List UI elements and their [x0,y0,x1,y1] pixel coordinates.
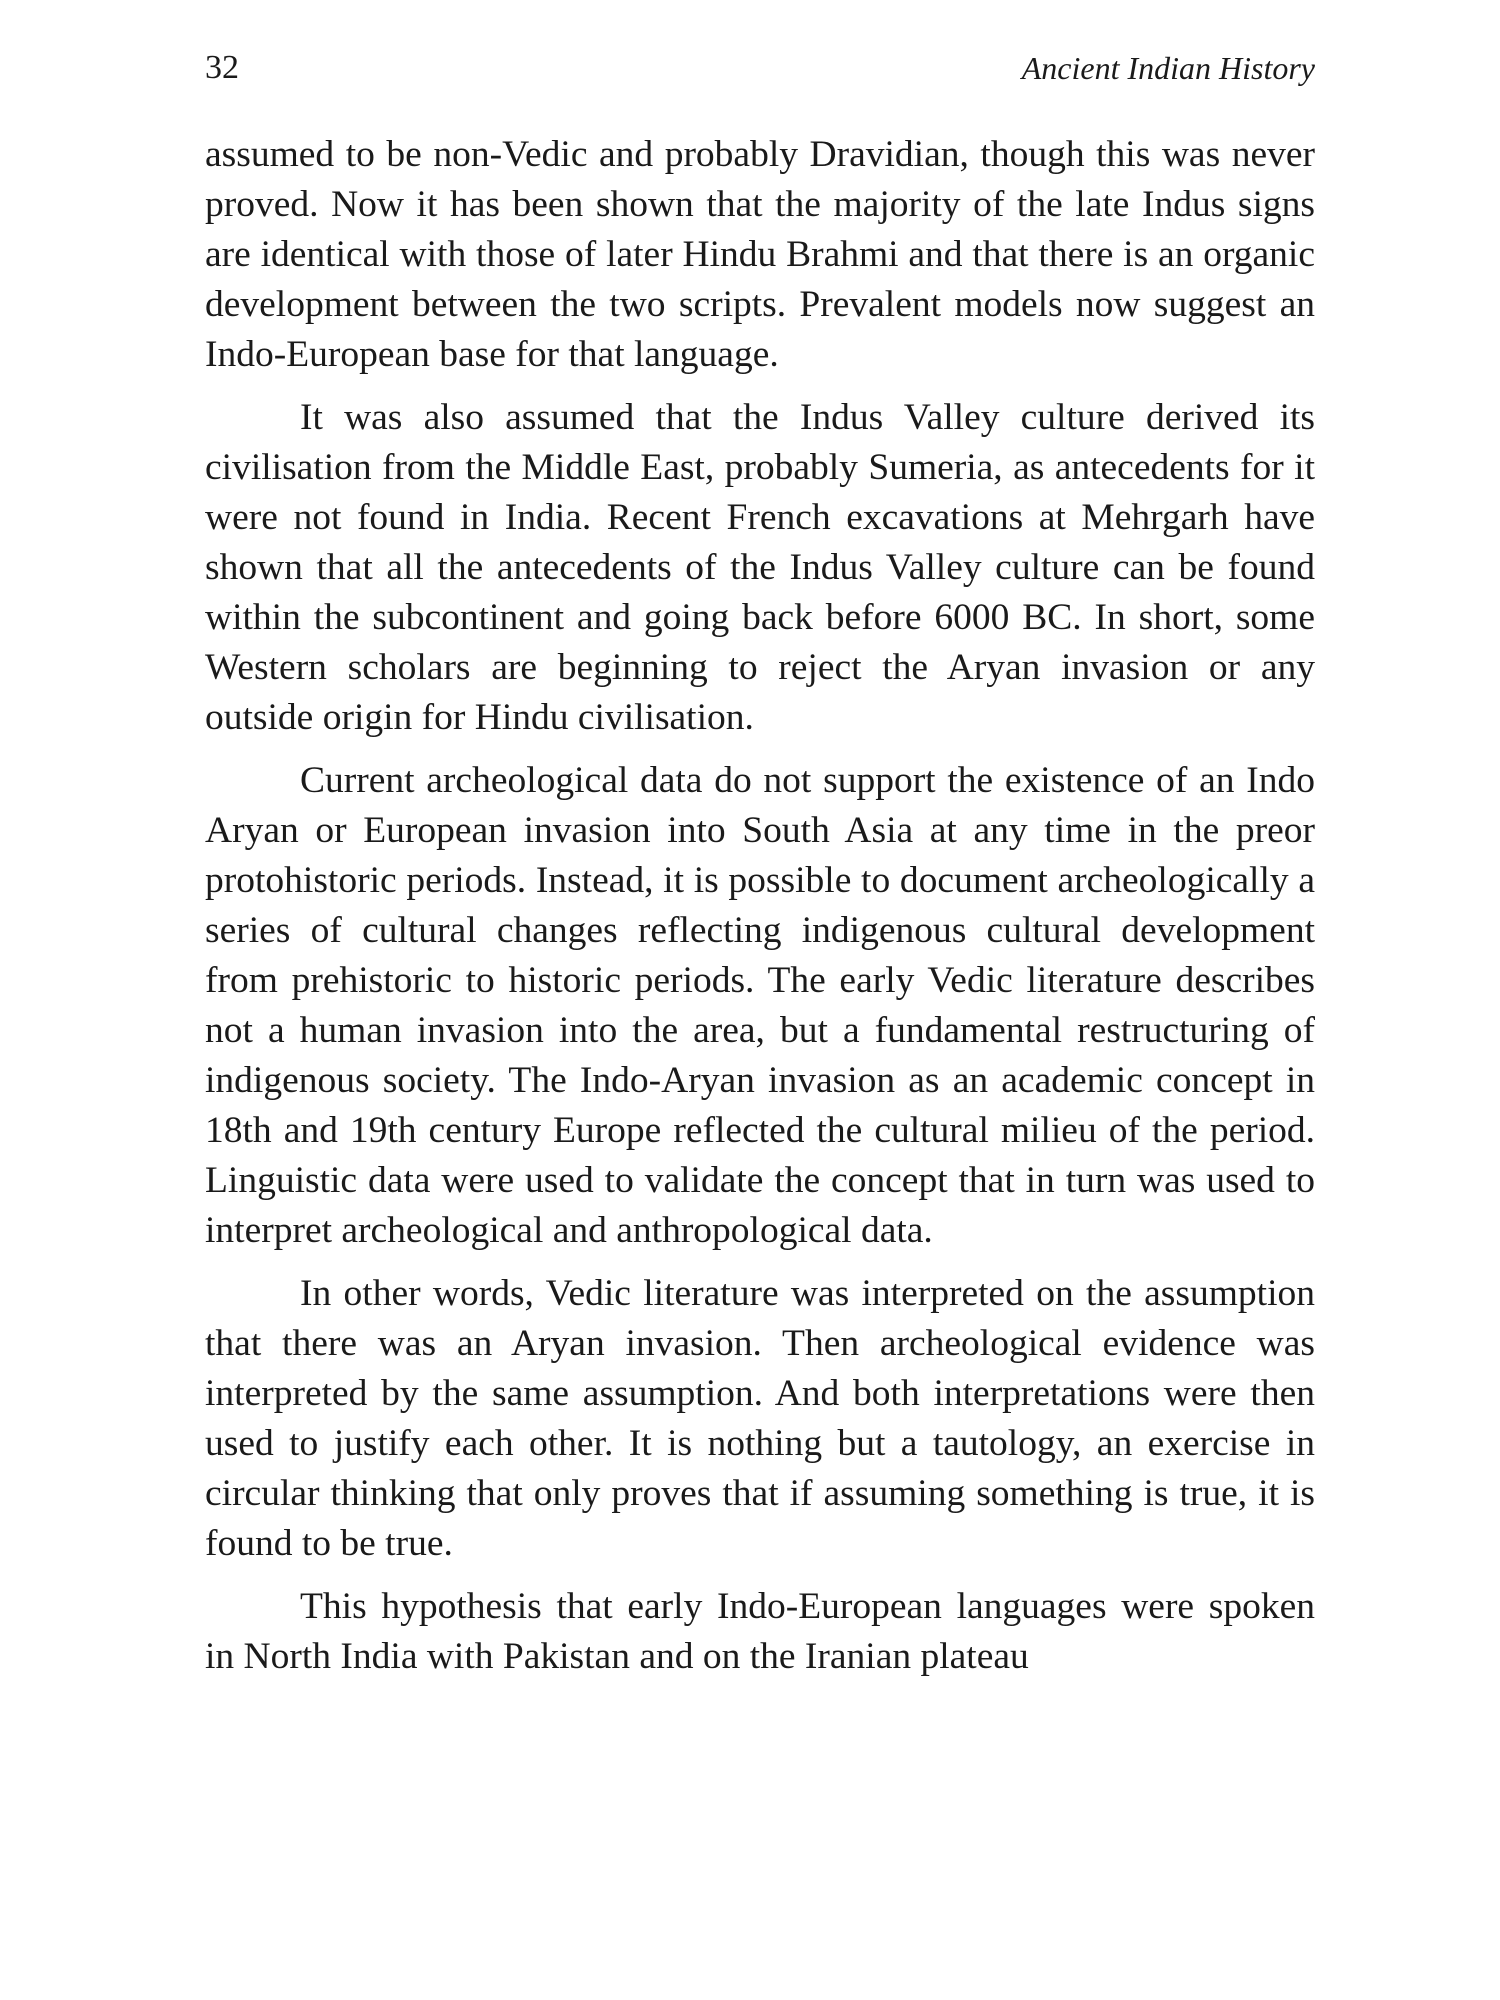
paragraph: It was also assumed that the Indus Valley culture derived its civilisation from the Middle East, probably Sumeria, as antecedents for it were not found in India. Recent French excavations at Mehrgarh have shown that all the antecedents of the Indus Valley culture can be found within the subcontinent and going back before 6000 BC. In short, some Western scholars are beginning to reject the Aryan invasion or any outside origin for Hindu civilisation. [205,397,1315,738]
running-title: Ancient Indian History [1021,50,1315,86]
paragraph-continued: assumed to be non-Vedic and probably Dravidian, though this was never proved. Now it has been shown that the majority of the late Indus signs are identical with those of later Hindu Brahmi and that there is an organic development between the two scripts. Prevalent models now suggest an Indo-European base for that language. [205,134,1315,375]
page-number: 32 [205,49,239,86]
paragraph: This hypothesis that early Indo-European languages were spoken in North India with Pakistan and on the Iranian plateau [205,1586,1315,1677]
running-head [205,38,1315,98]
body-text [205,130,1315,1695]
paragraph: In other words, Vedic literature was interpreted on the assumption that there was an Aryan invasion. Then archeological evidence was interpreted by the same assumption. And both interpretations were then used to justify each other. It is nothing but a tautology, an exercise in circular thinking that only proves that if assuming something is true, it is found to be true. [205,1273,1315,1564]
paragraph: Current archeological data do not support the existence of an Indo Aryan or European invasion into South Asia at any time in the preor protohistoric periods. Instead, it is possible to document archeologically a series of cultural changes reflecting indigenous cultural development from prehistoric to historic periods. The early Vedic literature describes not a human invasion into the area, but a fundamental restructuring of indigenous society. The Indo-Aryan invasion as an academic concept in 18th and 19th century Europe reflected the cultural milieu of the period. Linguistic data were used to validate the concept that in turn was used to interpret archeological and anthropological data. [205,760,1315,1251]
